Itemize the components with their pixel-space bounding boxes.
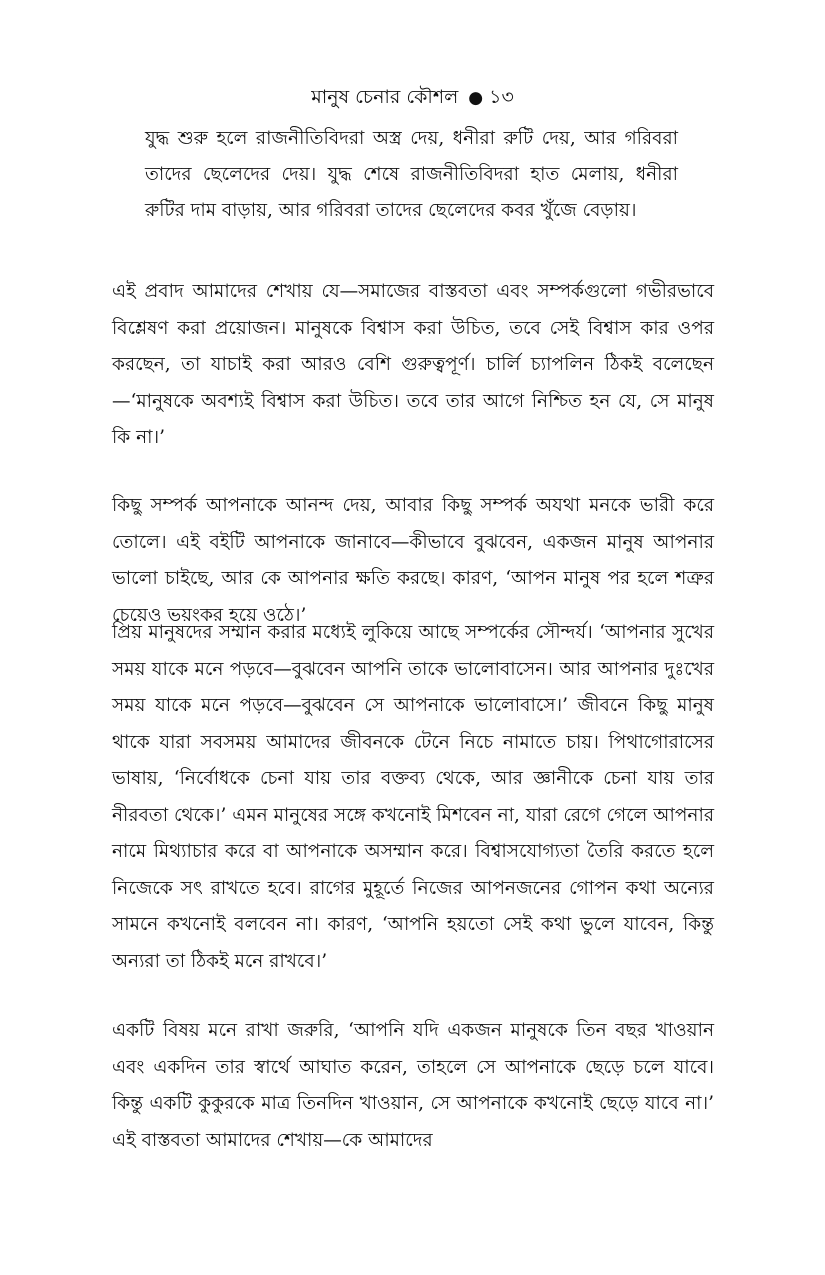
paragraph: একটি বিষয় মনে রাখা জরুরি, ‘আপনি যদি একজন মানুষকে তিন বছর খাওয়ান এবং একদিন তার স্বার্থে আঘাত করেন, তাহলে সে আপনাকে ছেড়ে চলে যাবে। কিন্তু একটি কুকুরকে মাত্র তিনদিন খাওয়ান, সে আপনাকে কখনোই ছেড়ে যাবে না।’ এই বাস্তবতা আমাদের শেখায়—কে আমাদের: [112, 1020, 714, 1151]
paragraph: প্রিয় মানুষদের সম্মান করার মধ্যেই লুকিয়ে আছে সম্পর্কের সৌন্দর্য। ‘আপনার সুখের সময় যাকে মনে পড়বে—বুঝবেন আপনি তাকে ভালোবাসেন। আর আপনার দুঃখের সময় যাকে মনে পড়বে—বুঝবেন সে আপনাকে ভালোবাসে।’ জীবনে কিছু মানুষ থাকে যারা সবসময় আমাদের জীবনকে টেনে নিচে নামাতে চায়। পিথাগোরাসের ভাষায়, ‘নির্বোধকে চেনা যায় তার বক্তব্য থেকে, আর জ্ঞানীকে চেনা যায় তার নীরবতা থেকে।’ এমন মানুষের সঙ্গে কখনোই মিশবেন না, যারা রেগে গেলে আপনার নামে মিথ্যাচার করে বা আপনাকে অসম্মান করে। বিশ্বাসযোগ্যতা তৈরি করতে হলে নিজেকে সৎ রাখতে হবে। রাগের মুহূর্তে নিজের আপনজনের গোপন কথা অন্যের সামনে কখনোই বলবেন না। কারণ, ‘আপনি হয়তো সেই কথা ভুলে যাবেন, কিন্তু অন্যরা তা ঠিকই মনে রাখবে।’: [112, 622, 714, 972]
book-title: মানুষ চেনার কৌশল: [311, 86, 459, 108]
page-number: ১৩: [489, 86, 514, 108]
running-header: [0, 84, 825, 111]
paragraph: এই প্রবাদ আমাদের শেখায় যে—সমাজের বাস্তবতা এবং সম্পর্কগুলো গভীরভাবে বিশ্লেষণ করা প্রয়োজন। মানুষকে বিশ্বাস করা উচিত, তবে সেই বিশ্বাস কার ওপর করছেন, তা যাচাই করা আরও বেশি গুরুত্বপূর্ণ। চার্লি চ্যাপলিন ঠিকই বলেছেন—‘মানুষকে অবশ্যই বিশ্বাস করা উচিত। তবে তার আগে নিশ্চিত হন যে, সে মানুষ কি না।’: [112, 281, 714, 448]
paragraph: কিছু সম্পর্ক আপনাকে আনন্দ দেয়, আবার কিছু সম্পর্ক অযথা মনকে ভারী করে তোলে। এই বইটি আপনাকে জানাবে—কীভাবে বুঝবেন, একজন মানুষ আপনার ভালো চাইছে, আর কে আপনার ক্ষতি করছে। কারণ, ‘আপন মানুষ পর হলে শত্রুর চেয়েও ভয়ংকর হয়ে ওঠে।’: [112, 495, 714, 626]
bullet-separator: ●: [468, 88, 484, 108]
epigraph-quote: যুদ্ধ শুরু হলে রাজনীতিবিদরা অস্ত্র দেয়, ধনীরা রুটি দেয়, আর গরিবরা তাদের ছেলেদের দেয়। যুদ্ধ শেষে রাজনীতিবিদরা হাত মেলায়, ধনীরা রুটির দাম বাড়ায়, আর গরিবরা তাদের ছেলেদের কবর খুঁজে বেড়ায়।: [145, 128, 678, 221]
